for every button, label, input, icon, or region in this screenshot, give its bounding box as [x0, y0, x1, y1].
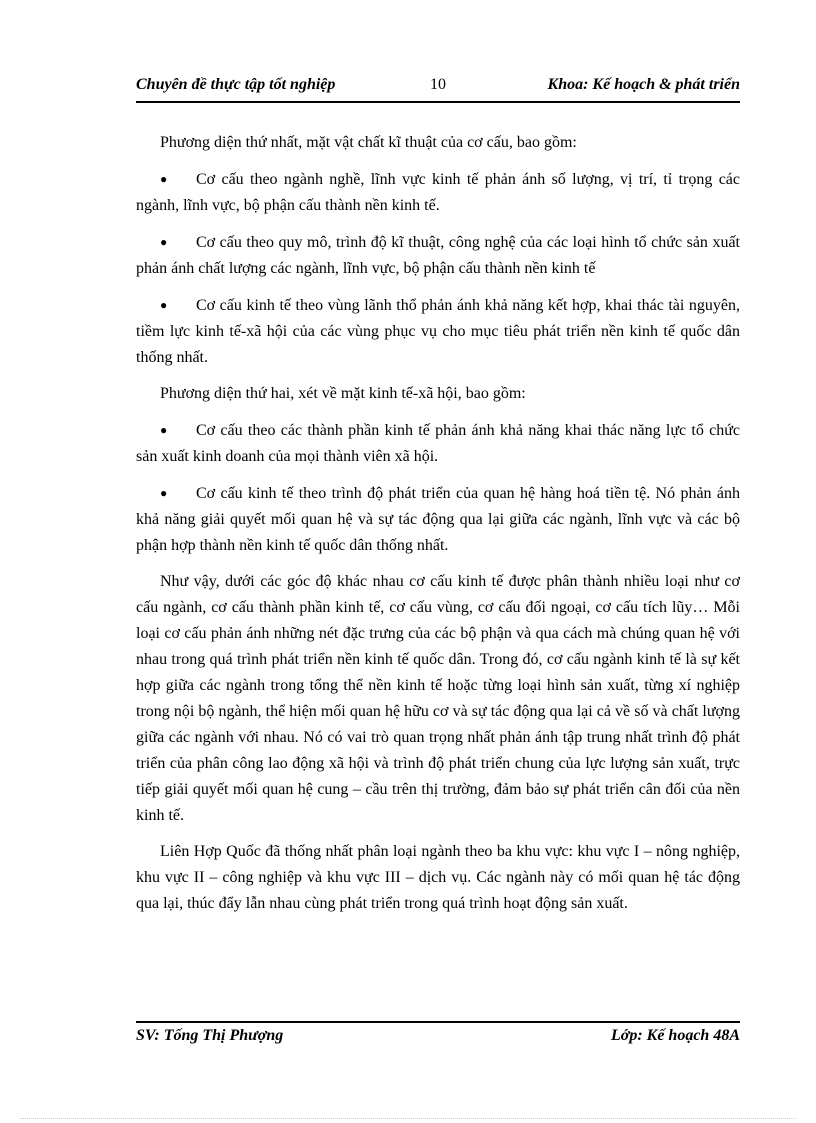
bullet-item [136, 480, 740, 559]
bullet-icon: ● [160, 298, 168, 312]
page-footer [136, 1027, 740, 1051]
bullet-icon: ● [160, 235, 168, 249]
bullet-icon: ● [160, 423, 168, 437]
bullet-item [136, 417, 740, 470]
footer-student-name: SV: Tống Thị Phượng [136, 1027, 284, 1044]
header-faculty: Khoa: Kế hoạch & phát triển [547, 76, 740, 93]
bullet-icon: ● [160, 486, 168, 500]
bullet-text: Cơ cấu theo quy mô, trình độ kĩ thuật, công nghệ của các loại hình tổ chức sản xuất phản ánh chất lượng các ngành, lĩnh vực, bộ phận cấu thành nền kinh tế [136, 234, 740, 277]
paragraph-aspect-two: Phương diện thứ hai, xét về mặt kinh tế-xã hội, bao gồm: [160, 385, 526, 402]
bullet-text: Cơ cấu kinh tế theo trình độ phát triển của quan hệ hàng hoá tiền tệ. Nó phản ánh khả năng giải quyết mối quan hệ và sự tác động qua lại giữa các ngành, lĩnh vực và các bộ phận hợp thành nền kinh tế quốc dân thống nhất. [136, 485, 740, 554]
page-number: 10 [430, 76, 446, 93]
page-bottom-edge [20, 1118, 796, 1119]
bullet-item [136, 229, 740, 282]
bullet-icon: ● [160, 172, 168, 186]
header-divider [136, 101, 740, 103]
bullet-text: Cơ cấu theo ngành nghề, lĩnh vực kinh tế phản ánh số lượng, vị trí, tỉ trọng các ngành, lĩnh vực, bộ phận cấu thành nền kinh tế. [136, 171, 740, 214]
bullet-text: Cơ cấu kinh tế theo vùng lãnh thổ phản ánh khả năng kết hợp, khai thác tài nguyên, tiềm lực kinh tế-xã hội của các vùng phục vụ cho mục tiêu phát triển nền kinh tế quốc dân thống nhất. [136, 297, 740, 366]
paragraph-aspect-one: Phương diện thứ nhất, mặt vật chất kĩ thuật của cơ cấu, bao gồm: [160, 134, 577, 151]
footer-class: Lớp: Kế hoạch 48A [610, 1027, 740, 1044]
paragraph-summary: Như vậy, dưới các góc độ khác nhau cơ cấu kinh tế được phân thành nhiều loại như cơ cấu ngành, cơ cấu thành phần kinh tế, cơ cấu vùng, cơ cấu đối ngoại, cơ cấu tích lũy… Mỗi loại cơ cấu phản ánh những nét đặc trưng của các bộ phận và qua cách mà chúng quan hệ với nhau trong quá trình phát triển nền kinh tế quốc dân. Trong đó, cơ cấu ngành kinh tế là sự kết hợp giữa các ngành trong tổng thể nền kinh tế hoặc từng loại hình sản xuất, từng xí nghiệp trong nội bộ ngành, thể hiện mối quan hệ hữu cơ và sự tác động qua lại cả về số và chất lượng giữa các ngành với nhau. Nó có vai trò quan trọng nhất phản ánh tập trung nhất trình độ phát triển của phân công lao động xã hội và trình độ phát triển chung của lực lượng sản xuất, trực tiếp giải quyết mối quan hệ cung – cầu trên thị trường, đảm bảo sự phát triển cân đối của nền kinh tế. [136, 573, 740, 824]
page-header [136, 74, 740, 98]
header-course-title: Chuyên đề thực tập tốt nghiệp [136, 76, 336, 93]
paragraph-un-classification: Liên Hợp Quốc đã thống nhất phân loại ngành theo ba khu vực: khu vực I – nông nghiệp, khu vực II – công nghiệp và khu vực III – dịch vụ. Các ngành này có mối quan hệ tác động qua lại, thúc đẩy lẫn nhau cùng phát triển trong quá trình hoạt động sản xuất. [136, 843, 740, 912]
footer-divider [136, 1021, 740, 1023]
document-body [136, 130, 740, 927]
bullet-item [136, 166, 740, 219]
bullet-item [136, 292, 740, 371]
bullet-text: Cơ cấu theo các thành phần kinh tế phản ánh khả năng khai thác năng lực tổ chức sản xuất kinh doanh của mọi thành viên xã hội. [136, 422, 740, 465]
